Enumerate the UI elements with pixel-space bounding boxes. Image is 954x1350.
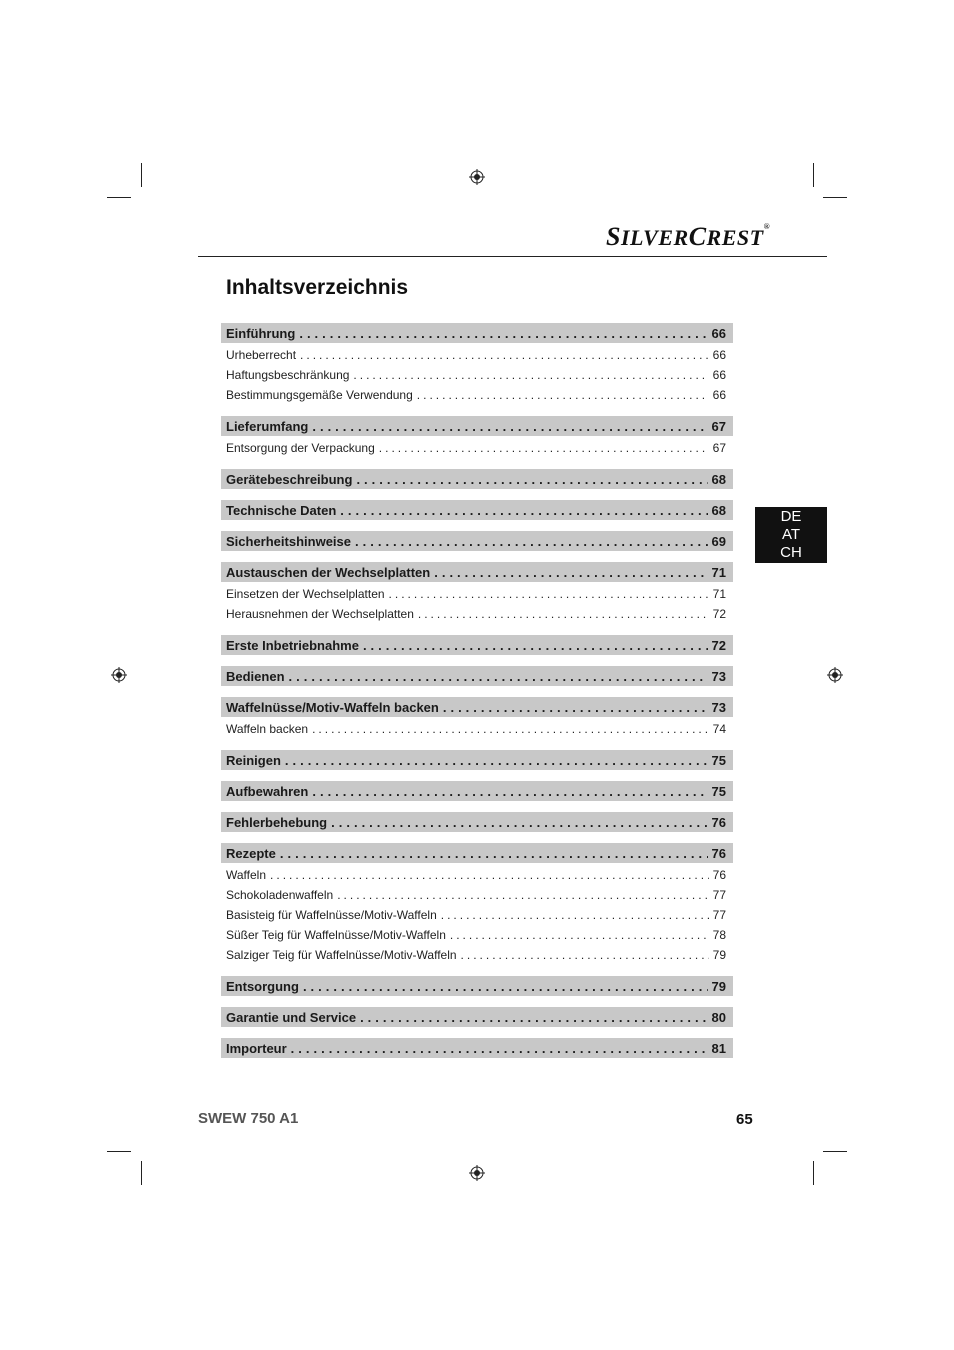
toc-section bbox=[221, 812, 733, 832]
toc-subentry[interactable] bbox=[221, 719, 733, 739]
toc-heading[interactable] bbox=[221, 666, 733, 686]
crop-mark bbox=[813, 1161, 814, 1185]
toc-section bbox=[221, 666, 733, 686]
brand-logo: SILVERCREST® bbox=[606, 222, 771, 251]
toc-heading[interactable] bbox=[221, 469, 733, 489]
toc-subentry[interactable] bbox=[221, 345, 733, 365]
toc-heading-label: Rezepte bbox=[226, 845, 276, 861]
toc-subentry-label: Süßer Teig für Waffelnüsse/Motiv-Waffeln bbox=[226, 928, 446, 942]
toc-heading[interactable] bbox=[221, 416, 733, 436]
toc-page-number: 81 bbox=[711, 1040, 726, 1056]
toc-heading-label: Erste Inbetriebnahme bbox=[226, 637, 359, 653]
toc-subentry[interactable] bbox=[221, 925, 733, 945]
toc-subentry[interactable] bbox=[221, 438, 733, 458]
toc-heading[interactable] bbox=[221, 635, 733, 655]
toc-page-number: 75 bbox=[711, 752, 726, 768]
toc-heading[interactable] bbox=[221, 812, 733, 832]
registration-mark-icon bbox=[827, 667, 843, 683]
crop-mark bbox=[823, 1151, 847, 1152]
toc-heading[interactable] bbox=[221, 750, 733, 770]
toc-subentry[interactable] bbox=[221, 865, 733, 885]
leader-dots bbox=[289, 669, 708, 684]
toc-subentries bbox=[221, 863, 733, 965]
crop-mark bbox=[813, 163, 814, 187]
toc-subentry-label: Entsorgung der Verpackung bbox=[226, 441, 375, 455]
crop-mark bbox=[107, 1151, 131, 1152]
toc-subentry-label: Herausnehmen der Wechselplatten bbox=[226, 607, 414, 621]
toc-heading-label: Fehlerbehebung bbox=[226, 814, 328, 830]
toc-page-number: 79 bbox=[712, 948, 726, 962]
toc-section bbox=[221, 323, 733, 405]
toc-heading[interactable] bbox=[221, 562, 733, 582]
crop-mark bbox=[141, 163, 142, 187]
toc-subentry[interactable] bbox=[221, 385, 733, 405]
toc-section bbox=[221, 635, 733, 655]
toc-heading-label: Lieferumfang bbox=[226, 418, 309, 434]
leader-dots bbox=[356, 472, 707, 487]
leader-dots bbox=[360, 1010, 707, 1025]
toc-heading[interactable] bbox=[221, 781, 733, 801]
toc-heading[interactable] bbox=[221, 1007, 733, 1027]
crop-mark bbox=[141, 1161, 142, 1185]
toc-section bbox=[221, 781, 733, 801]
page-number: 65 bbox=[736, 1111, 753, 1128]
toc-subentry-label: Waffeln bbox=[226, 868, 267, 882]
toc-page-number: 66 bbox=[712, 388, 726, 402]
toc-subentries bbox=[221, 436, 733, 458]
toc-heading[interactable] bbox=[221, 531, 733, 551]
toc-subentry-label: Waffeln backen bbox=[226, 722, 309, 736]
toc-subentry-label: Salziger Teig für Waffelnüsse/Motiv-Waffeln bbox=[226, 948, 457, 962]
toc-heading-label: Entsorgung bbox=[226, 978, 299, 994]
toc-page-number: 69 bbox=[711, 533, 726, 549]
leader-dots bbox=[303, 979, 708, 994]
toc-section bbox=[221, 469, 733, 489]
toc-section bbox=[221, 531, 733, 551]
toc-heading-label: Garantie und Service bbox=[226, 1009, 357, 1025]
toc-page-number: 68 bbox=[711, 502, 726, 518]
toc-heading[interactable] bbox=[221, 976, 733, 996]
toc-subentry[interactable] bbox=[221, 365, 733, 385]
toc-page-number: 73 bbox=[711, 699, 726, 715]
toc-page-number: 78 bbox=[712, 928, 726, 942]
toc-heading-label: Waffelnüsse/Motiv-Waffeln backen bbox=[226, 699, 439, 715]
crop-mark bbox=[823, 197, 847, 198]
page-title: Inhaltsverzeichnis bbox=[226, 276, 409, 299]
toc-subentries bbox=[221, 582, 733, 624]
leader-dots bbox=[434, 565, 707, 580]
toc-section bbox=[221, 500, 733, 520]
toc-heading[interactable] bbox=[221, 500, 733, 520]
registration-mark-icon bbox=[111, 667, 127, 683]
toc-page-number: 67 bbox=[711, 418, 726, 434]
toc-heading-label: Sicherheitshinweise bbox=[226, 533, 351, 549]
leader-dots bbox=[285, 753, 708, 768]
toc-subentry[interactable] bbox=[221, 905, 733, 925]
toc-page-number: 66 bbox=[712, 348, 726, 362]
toc-subentry-label: Basisteig für Waffelnüsse/Motiv-Waffeln bbox=[226, 908, 437, 922]
toc-heading-label: Importeur bbox=[226, 1040, 287, 1056]
toc-section bbox=[221, 976, 733, 996]
leader-dots bbox=[417, 388, 709, 402]
toc-subentry-label: Bestimmungsgemäße Verwendung bbox=[226, 388, 413, 402]
toc-heading-label: Aufbewahren bbox=[226, 783, 309, 799]
leader-dots bbox=[443, 700, 708, 715]
registration-mark-icon bbox=[469, 1165, 485, 1181]
crop-mark bbox=[107, 197, 131, 198]
toc-section bbox=[221, 1038, 733, 1058]
leader-dots bbox=[270, 868, 709, 882]
toc-heading-label: Bedienen bbox=[226, 668, 285, 684]
toc-page-number: 66 bbox=[712, 368, 726, 382]
leader-dots bbox=[340, 503, 707, 518]
toc-section bbox=[221, 750, 733, 770]
header-rule bbox=[198, 256, 827, 257]
toc-page-number: 76 bbox=[712, 868, 726, 882]
toc-heading[interactable] bbox=[221, 323, 733, 343]
toc-page-number: 77 bbox=[712, 888, 726, 902]
toc-section bbox=[221, 1007, 733, 1027]
language-code: DE bbox=[780, 508, 802, 525]
toc-section bbox=[221, 562, 733, 624]
toc-subentry[interactable] bbox=[221, 885, 733, 905]
toc-subentries bbox=[221, 717, 733, 739]
toc-section bbox=[221, 843, 733, 965]
toc-subentry-label: Urheberrecht bbox=[226, 348, 297, 362]
toc-page-number: 71 bbox=[711, 564, 726, 580]
language-tab bbox=[755, 507, 827, 563]
toc-subentry[interactable] bbox=[221, 584, 733, 604]
leader-dots bbox=[312, 419, 707, 434]
toc-subentry-label: Schokoladenwaffeln bbox=[226, 888, 334, 902]
leader-dots bbox=[291, 1041, 708, 1056]
toc-subentry-label: Haftungsbeschränkung bbox=[226, 368, 350, 382]
leader-dots bbox=[389, 587, 709, 601]
toc-page-number: 71 bbox=[712, 587, 726, 601]
leader-dots bbox=[461, 948, 709, 962]
toc-page-number: 77 bbox=[712, 908, 726, 922]
leader-dots bbox=[331, 815, 707, 830]
leader-dots bbox=[300, 348, 709, 362]
toc-subentry[interactable] bbox=[221, 945, 733, 965]
leader-dots bbox=[379, 441, 709, 455]
toc-page-number: 76 bbox=[711, 845, 726, 861]
registration-mark-icon bbox=[469, 169, 485, 185]
leader-dots bbox=[418, 607, 709, 621]
toc-page-number: 74 bbox=[712, 722, 726, 736]
language-code: CH bbox=[780, 544, 802, 561]
toc-page-number: 73 bbox=[711, 668, 726, 684]
toc-heading[interactable] bbox=[221, 1038, 733, 1058]
leader-dots bbox=[353, 368, 708, 382]
toc-heading-label: Austauschen der Wechselplatten bbox=[226, 564, 431, 580]
leader-dots bbox=[280, 846, 708, 861]
toc-page-number: 72 bbox=[711, 637, 726, 653]
leader-dots bbox=[355, 534, 708, 549]
leader-dots bbox=[337, 888, 708, 902]
toc-heading[interactable] bbox=[221, 843, 733, 863]
leader-dots bbox=[363, 638, 708, 653]
toc-heading-label: Reinigen bbox=[226, 752, 281, 768]
toc-page-number: 79 bbox=[711, 978, 726, 994]
leader-dots bbox=[441, 908, 709, 922]
toc-page-number: 66 bbox=[711, 325, 726, 341]
toc-heading-label: Technische Daten bbox=[226, 502, 337, 518]
toc-heading[interactable] bbox=[221, 697, 733, 717]
toc-section bbox=[221, 416, 733, 458]
language-code: AT bbox=[781, 526, 801, 543]
leader-dots bbox=[299, 326, 707, 341]
table-of-contents bbox=[221, 323, 733, 1069]
toc-page-number: 80 bbox=[711, 1009, 726, 1025]
toc-subentry[interactable] bbox=[221, 604, 733, 624]
toc-page-number: 67 bbox=[712, 441, 726, 455]
toc-section bbox=[221, 697, 733, 739]
toc-page-number: 75 bbox=[711, 783, 726, 799]
toc-heading-label: Einführung bbox=[226, 325, 296, 341]
leader-dots bbox=[450, 928, 709, 942]
toc-heading-label: Gerätebeschreibung bbox=[226, 471, 353, 487]
toc-subentries bbox=[221, 343, 733, 405]
leader-dots bbox=[312, 722, 709, 736]
toc-page-number: 72 bbox=[712, 607, 726, 621]
toc-page-number: 68 bbox=[711, 471, 726, 487]
leader-dots bbox=[312, 784, 707, 799]
model-number: SWEW 750 A1 bbox=[198, 1110, 299, 1127]
toc-page-number: 76 bbox=[711, 814, 726, 830]
toc-subentry-label: Einsetzen der Wechselplatten bbox=[226, 587, 385, 601]
